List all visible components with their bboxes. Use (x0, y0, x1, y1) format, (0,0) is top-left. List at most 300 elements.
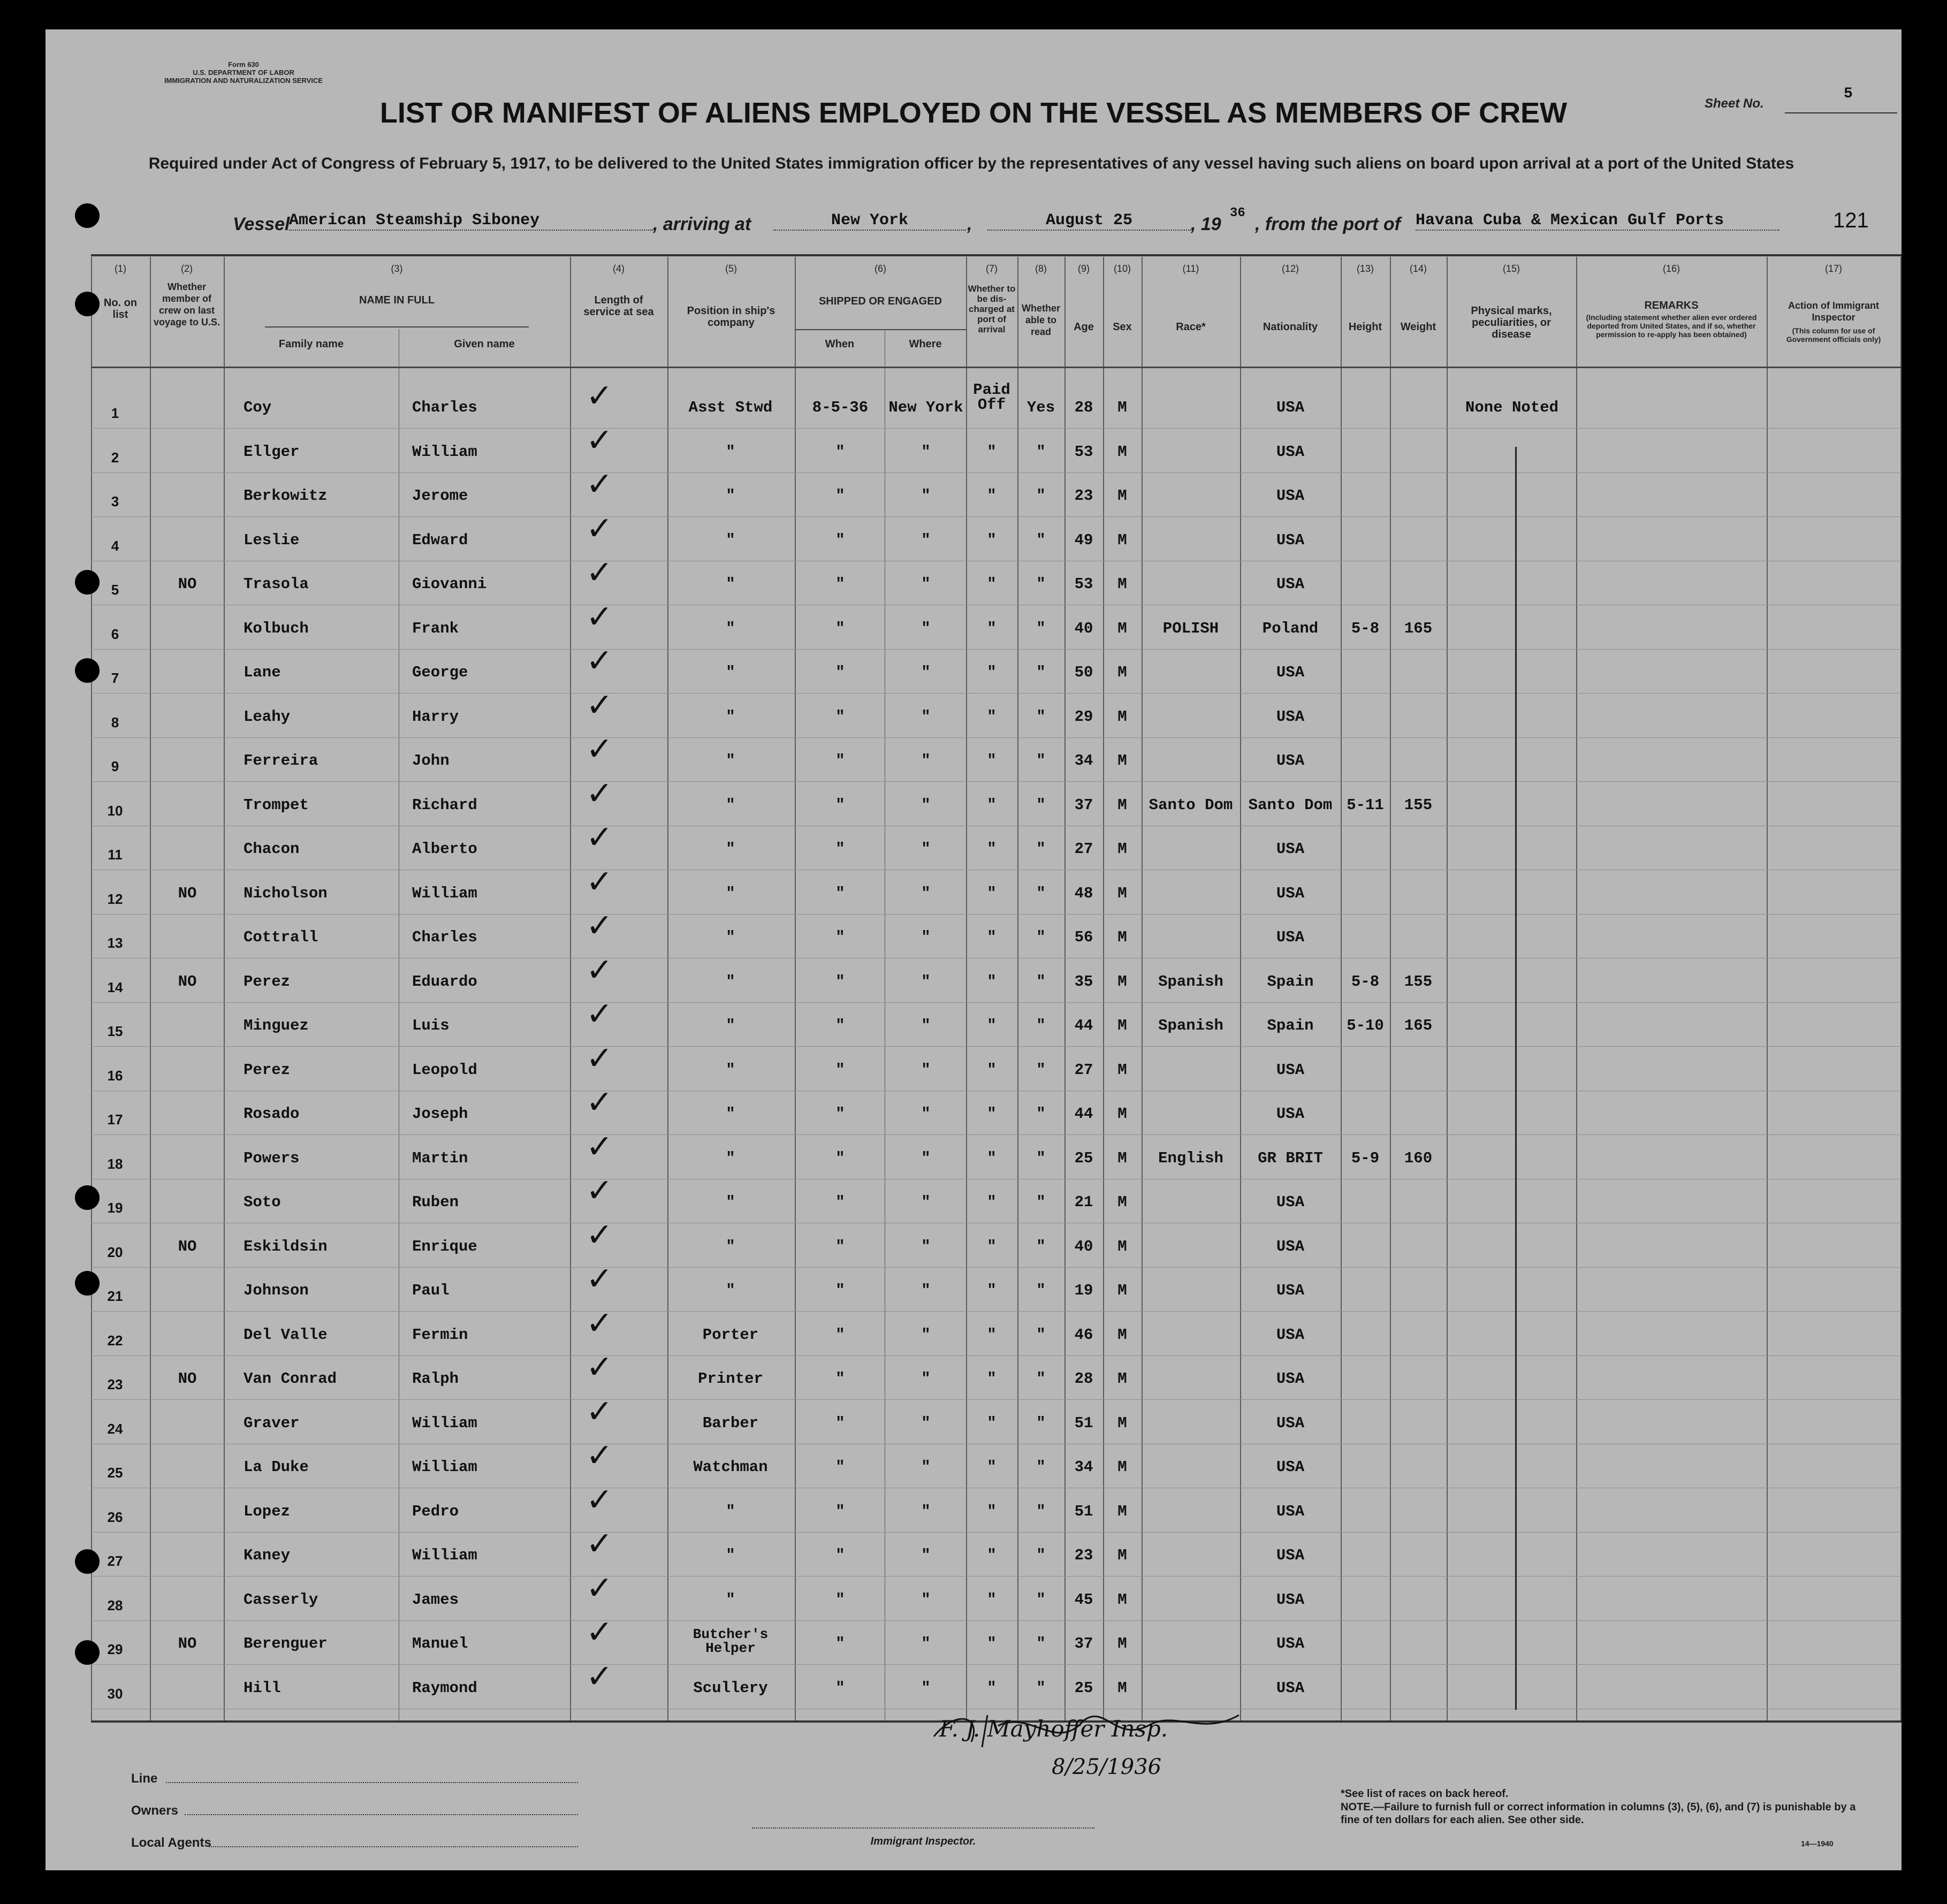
cell-family: Del Valle (244, 1326, 328, 1344)
cell-where: " (921, 619, 931, 637)
cell-given: Charles (412, 928, 477, 946)
cell-read: " (1036, 1679, 1046, 1697)
cell-position: " (726, 1061, 735, 1079)
col-num-1: (1) (115, 263, 126, 274)
footer-owners-rule (185, 1814, 578, 1815)
cell-age: 48 (1074, 884, 1093, 902)
cell-age: 25 (1074, 1149, 1093, 1167)
signature-date: 8/25/1936 (1052, 1755, 1162, 1779)
cell-nationality: USA (1276, 575, 1305, 593)
cell-when: " (835, 443, 845, 461)
row-number: 4 (111, 537, 119, 554)
hdr-where: Where (909, 338, 942, 350)
cell-nationality: USA (1276, 1679, 1305, 1697)
cell-nationality: USA (1276, 1105, 1305, 1123)
cell-given: Joseph (412, 1105, 468, 1123)
cell-weight: 165 (1404, 1017, 1433, 1034)
cell-age: 37 (1074, 796, 1093, 814)
cell-where: New York (888, 399, 963, 416)
cell-position: " (726, 1237, 735, 1255)
cell-discharged: " (987, 707, 997, 726)
cell-where: " (921, 1017, 931, 1034)
cell-discharged: " (987, 1370, 997, 1388)
cell-position: Porter (702, 1326, 759, 1344)
cell-read: " (1036, 1061, 1046, 1079)
row-number: 24 (107, 1420, 123, 1437)
row-number: 2 (111, 449, 119, 466)
cell-when: " (835, 664, 845, 681)
cell-discharged: " (987, 664, 997, 681)
cell-where: " (921, 1237, 931, 1255)
cell-read: " (1036, 752, 1046, 770)
cell-where: " (921, 1105, 931, 1123)
cell-marks: None Noted (1465, 399, 1559, 416)
cell-sex: M (1117, 1105, 1127, 1123)
cell-read: " (1036, 664, 1046, 681)
row-separator (91, 1267, 1902, 1268)
col-num-9: (9) (1078, 263, 1090, 274)
punch-hole (75, 1549, 100, 1574)
cell-given: William (412, 884, 477, 902)
cell-family: Kaney (244, 1547, 291, 1564)
cell-given: Ruben (412, 1193, 459, 1211)
hdr-able-to-read: Whether able to read (1022, 303, 1060, 337)
cell-when: " (835, 796, 845, 814)
arriving-label: , arriving at (653, 214, 751, 234)
cell-family: Ellger (244, 443, 300, 461)
races-note: *See list of races on back hereof. (1341, 1788, 1509, 1800)
cell-discharged: " (987, 1547, 997, 1564)
cell-when: " (835, 928, 845, 946)
cell-where: " (921, 840, 931, 858)
cell-height: 5-9 (1351, 1149, 1380, 1167)
hdr-member-last-voyage: Whether member of crew on last voyage to U.S. (153, 281, 220, 328)
checkmark-icon: ✓ (586, 1569, 613, 1607)
cell-discharged: " (987, 796, 997, 814)
col-num-10: (10) (1113, 263, 1131, 274)
cell-family: Coy (244, 399, 272, 416)
cell-position: Printer (698, 1370, 763, 1388)
cell-sex: M (1117, 1635, 1127, 1652)
row-separator (91, 1664, 1902, 1665)
row-number: 17 (107, 1111, 123, 1128)
cell-where: " (921, 1590, 931, 1609)
arriving-port: New York (773, 211, 966, 231)
checkmark-icon: ✓ (586, 421, 613, 459)
checkmark-icon: ✓ (586, 1481, 613, 1519)
cell-discharged: " (987, 1193, 997, 1211)
cell-nationality: Spain (1267, 972, 1314, 991)
cell-age: 21 (1074, 1193, 1093, 1211)
cell-read: " (1036, 1193, 1046, 1211)
cell-where: " (921, 1149, 931, 1167)
cell-age: 35 (1074, 972, 1093, 991)
manifest-sheet (45, 29, 1902, 1870)
cell-voyage: NO (178, 1237, 197, 1255)
checkmark-icon: ✓ (586, 730, 613, 768)
cell-nationality: USA (1276, 399, 1305, 416)
row-number: 28 (107, 1597, 123, 1613)
cell-when: " (835, 1017, 845, 1034)
cell-race: English (1158, 1149, 1223, 1167)
row-separator (91, 516, 1902, 517)
footer-line-rule (166, 1782, 578, 1783)
grid-line (150, 257, 151, 1720)
row-separator (91, 1002, 1902, 1003)
row-number: 12 (107, 890, 123, 907)
cell-discharged: " (987, 1502, 997, 1520)
cell-nationality: USA (1276, 840, 1305, 858)
cell-position: Watchman (693, 1458, 768, 1476)
cell-where: " (921, 1679, 931, 1697)
cell-given: Martin (412, 1149, 468, 1167)
cell-position: " (726, 840, 735, 858)
page-number: 121 (1833, 209, 1869, 232)
row-separator (91, 1046, 1902, 1047)
shipped-header-rule (795, 329, 966, 330)
cell-when: " (835, 972, 845, 991)
cell-age: 27 (1074, 840, 1093, 858)
cell-when: " (835, 619, 845, 637)
cell-given: Fermin (412, 1326, 468, 1344)
cell-weight: 165 (1404, 619, 1433, 637)
row-separator (91, 1532, 1902, 1533)
hdr-race: Race* (1176, 321, 1206, 333)
cell-discharged: " (987, 752, 997, 770)
cell-voyage: NO (178, 1370, 197, 1388)
cell-position: " (726, 707, 735, 726)
cell-discharged: " (987, 1237, 997, 1255)
checkmark-icon: ✓ (586, 1657, 613, 1695)
cell-when: " (835, 884, 845, 902)
cell-read: " (1036, 1237, 1046, 1255)
cell-nationality: Santo Dom (1248, 796, 1333, 814)
punch-hole (75, 292, 100, 316)
cell-sex: M (1117, 1193, 1127, 1211)
cell-family: Cottrall (244, 928, 318, 946)
cell-read: " (1036, 443, 1046, 461)
cell-when: 8-5-36 (812, 399, 869, 416)
col-num-6: (6) (874, 263, 886, 274)
cell-given: George (412, 664, 468, 681)
cell-age: 49 (1074, 531, 1093, 549)
cell-height: 5-8 (1351, 619, 1380, 637)
cell-discharged: " (987, 1326, 997, 1344)
cell-where: " (921, 1458, 931, 1476)
cell-where: " (921, 1193, 931, 1211)
marks-ditto-line (1515, 447, 1517, 1710)
cell-where: " (921, 972, 931, 991)
cell-family: Soto (244, 1193, 281, 1211)
cell-family: Graver (244, 1414, 300, 1432)
checkmark-icon: ✓ (586, 1304, 613, 1342)
cell-age: 28 (1074, 1370, 1093, 1388)
cell-read: " (1036, 796, 1046, 814)
cell-read: " (1036, 1547, 1046, 1564)
cell-given: William (412, 1458, 477, 1476)
cell-height: 5-8 (1351, 972, 1380, 991)
cell-nationality: USA (1276, 1590, 1305, 1609)
grid-line (91, 257, 92, 1720)
row-number: 23 (107, 1376, 123, 1392)
row-number: 8 (111, 714, 119, 730)
cell-position: Butcher's Helper (693, 1626, 769, 1656)
checkmark-icon: ✓ (586, 554, 613, 591)
cell-weight: 155 (1404, 972, 1433, 991)
punch-hole (75, 1185, 100, 1210)
grid-line (1064, 257, 1066, 1720)
hdr-action: Action of Immigrant Inspector (1788, 300, 1879, 323)
cell-nationality: USA (1276, 664, 1305, 681)
checkmark-icon: ✓ (586, 598, 613, 636)
cell-nationality: GR BRIT (1258, 1149, 1323, 1167)
cell-given: Manuel (412, 1635, 468, 1652)
row-number: 26 (107, 1509, 123, 1525)
header-bottom-rule (91, 367, 1902, 368)
checkmark-icon: ✓ (586, 1349, 613, 1386)
cell-sex: M (1117, 531, 1127, 549)
grid-line (1390, 257, 1391, 1720)
footer-line-label: Line (131, 1771, 158, 1786)
hdr-action-note: (This column for use of Government officials only) (1786, 326, 1881, 344)
cell-age: 23 (1074, 1547, 1093, 1564)
checkmark-icon: ✓ (586, 774, 613, 812)
row-number: 7 (111, 670, 119, 686)
vessel-name: American Steamship Siboney (289, 211, 653, 231)
hdr-height: Height (1348, 321, 1382, 333)
row-separator (91, 1355, 1902, 1356)
grid-line (1017, 257, 1018, 1720)
cell-read: " (1036, 1017, 1046, 1034)
cell-nationality: USA (1276, 1414, 1305, 1432)
row-separator (91, 737, 1902, 738)
cell-where: " (921, 664, 931, 681)
row-number: 3 (111, 493, 119, 509)
cell-family: Eskildsin (244, 1237, 328, 1255)
cell-given: Frank (412, 619, 459, 637)
inspector-line (752, 1827, 1094, 1829)
checkmark-icon: ✓ (586, 1392, 613, 1430)
cell-when: " (835, 1458, 845, 1476)
cell-family: Kolbuch (244, 619, 309, 637)
form-code: 14—1940 (1801, 1839, 1834, 1848)
cell-sex: M (1117, 1679, 1127, 1697)
cell-family: Berkowitz (244, 487, 328, 505)
cell-read: " (1036, 1458, 1046, 1476)
row-number: 30 (107, 1685, 123, 1702)
cell-read: " (1036, 1370, 1046, 1388)
cell-age: 44 (1074, 1017, 1093, 1034)
cell-weight: 160 (1404, 1149, 1433, 1167)
row-number: 15 (107, 1023, 123, 1039)
punch-hole (75, 1271, 100, 1296)
grid-line (1576, 257, 1577, 1720)
cell-read: " (1036, 531, 1046, 549)
cell-when: " (835, 1237, 845, 1255)
hdr-family-name: Family name (278, 338, 344, 350)
cell-age: 50 (1074, 664, 1093, 681)
cell-race: Spanish (1158, 1017, 1223, 1034)
form-department: U.S. DEPARTMENT OF LABOR (193, 68, 294, 77)
cell-when: " (835, 1370, 845, 1388)
row-number: 25 (107, 1465, 123, 1481)
cell-position: Asst Stwd (688, 399, 773, 416)
cell-given: John (412, 752, 450, 770)
hdr-given-name: Given name (454, 338, 515, 350)
cell-discharged: " (987, 1679, 997, 1697)
checkmark-icon: ✓ (586, 819, 613, 856)
checkmark-icon: ✓ (586, 1216, 613, 1254)
cell-read: " (1036, 1635, 1046, 1652)
cell-discharged: " (987, 1590, 997, 1609)
cell-nationality: USA (1276, 487, 1305, 505)
hdr-remarks: REMARKS (1644, 300, 1699, 311)
cell-age: 51 (1074, 1502, 1093, 1520)
cell-weight: 155 (1404, 796, 1433, 814)
cell-family: Trasola (244, 575, 309, 593)
cell-sex: M (1117, 619, 1127, 637)
cell-when: " (835, 1105, 845, 1123)
cell-nationality: USA (1276, 1237, 1305, 1255)
cell-read: " (1036, 1414, 1046, 1432)
cell-sex: M (1117, 399, 1127, 416)
cell-discharged: " (987, 884, 997, 902)
grid-line (667, 257, 668, 1720)
form-service: IMMIGRATION AND NATURALIZATION SERVICE (164, 77, 323, 85)
cell-family: Nicholson (244, 884, 328, 902)
col-num-8: (8) (1035, 263, 1047, 274)
cell-discharged: " (987, 1414, 997, 1432)
cell-age: 53 (1074, 575, 1093, 593)
cell-read: " (1036, 840, 1046, 858)
cell-given: Harry (412, 707, 459, 726)
year-suffix: 36 (1230, 206, 1245, 220)
punch-hole (75, 658, 100, 683)
checkmark-icon: ✓ (586, 642, 613, 680)
cell-read: Yes (1026, 399, 1055, 416)
cell-age: 23 (1074, 487, 1093, 505)
hdr-physical-marks: Physical marks, peculiarities, or disease (1471, 305, 1552, 340)
cell-discharged: " (987, 487, 997, 505)
footer-owners-label: Owners (131, 1803, 179, 1818)
cell-when: " (835, 1635, 845, 1652)
cell-position: " (726, 1193, 735, 1211)
row-number: 29 (107, 1641, 123, 1657)
cell-voyage: NO (178, 972, 197, 991)
cell-discharged: " (987, 1635, 997, 1652)
cell-position: " (726, 1502, 735, 1520)
cell-age: 56 (1074, 928, 1093, 946)
row-separator (91, 1311, 1902, 1312)
comma-sep: , (967, 214, 972, 234)
row-separator (91, 1620, 1902, 1621)
cell-nationality: USA (1276, 1502, 1305, 1520)
signature-name: F. J. Mayhoffer Insp. (939, 1716, 1168, 1742)
cell-age: 40 (1074, 1237, 1093, 1255)
row-separator (91, 914, 1902, 915)
inspector-signature (923, 1678, 1287, 1785)
cell-when: " (835, 1547, 845, 1564)
cell-discharged: " (987, 443, 997, 461)
table-top-rule (91, 254, 1902, 256)
cell-sex: M (1117, 884, 1127, 902)
cell-where: " (921, 531, 931, 549)
punch-hole (75, 1640, 100, 1665)
row-number: 9 (111, 758, 119, 774)
cell-family: Rosado (244, 1105, 300, 1123)
cell-sex: M (1117, 575, 1127, 593)
cell-sex: M (1117, 972, 1127, 991)
cell-when: " (835, 1590, 845, 1609)
cell-given: Alberto (412, 840, 477, 858)
cell-age: 28 (1074, 399, 1093, 416)
cell-sex: M (1117, 1590, 1127, 1609)
cell-nationality: USA (1276, 1061, 1305, 1079)
cell-position: " (726, 619, 735, 637)
cell-read: " (1036, 1105, 1046, 1123)
cell-where: " (921, 1282, 931, 1299)
cell-age: 51 (1074, 1414, 1093, 1432)
cell-discharged: " (987, 972, 997, 991)
fine-note: NOTE.—Failure to furnish full or correct information in columns (3), (5), (6), and (7) is punishable by a fine of ten dollars for each alien. See other side. (1341, 1801, 1856, 1826)
cell-age: 27 (1074, 1061, 1093, 1079)
cell-nationality: USA (1276, 928, 1305, 946)
punch-hole (75, 570, 100, 595)
hdr-when: When (825, 338, 855, 350)
cell-nationality: USA (1276, 752, 1305, 770)
cell-where: " (921, 1414, 931, 1432)
hdr-discharged: Whether to be dis-charged at port of arrival (968, 284, 1016, 334)
hdr-age: Age (1074, 321, 1094, 333)
row-separator (91, 781, 1902, 782)
cell-read: " (1036, 884, 1046, 902)
cell-family: Leahy (244, 707, 291, 726)
hdr-shipped-engaged: SHIPPED OR ENGAGED (818, 295, 942, 307)
cell-family: Trompet (244, 796, 309, 814)
cell-where: " (921, 575, 931, 593)
checkmark-icon: ✓ (586, 1128, 613, 1166)
checkmark-icon: ✓ (586, 1525, 613, 1563)
row-separator (91, 428, 1902, 429)
cell-where: " (921, 1635, 931, 1652)
col-num-13: (13) (1356, 263, 1374, 274)
cell-given: Enrique (412, 1237, 477, 1255)
inspector-label: Immigrant Inspector. (870, 1836, 976, 1847)
cell-given: Luis (412, 1017, 450, 1034)
checkmark-icon: ✓ (586, 1260, 613, 1298)
footer-agents-label: Local Agents (131, 1836, 211, 1850)
row-number: 16 (107, 1067, 123, 1084)
year-prefix: , 19 (1191, 214, 1221, 234)
cell-discharged: " (987, 1282, 997, 1299)
cell-read: " (1036, 575, 1046, 593)
cell-position: " (726, 884, 735, 902)
hdr-no-on-list: No. on list (103, 297, 138, 321)
cell-family: Chacon (244, 840, 300, 858)
cell-given: Paul (412, 1282, 450, 1299)
col-num-15: (15) (1502, 263, 1520, 274)
cell-read: " (1036, 972, 1046, 991)
cell-position: " (726, 1017, 735, 1034)
cell-family: Powers (244, 1149, 300, 1167)
footer-agents-rule (209, 1846, 578, 1847)
cell-given: Richard (412, 796, 477, 814)
cell-sex: M (1117, 1061, 1127, 1079)
cell-nationality: USA (1276, 1282, 1305, 1299)
cell-age: 44 (1074, 1105, 1093, 1123)
form-number: Form 630 (228, 60, 259, 68)
cell-read: " (1036, 707, 1046, 726)
